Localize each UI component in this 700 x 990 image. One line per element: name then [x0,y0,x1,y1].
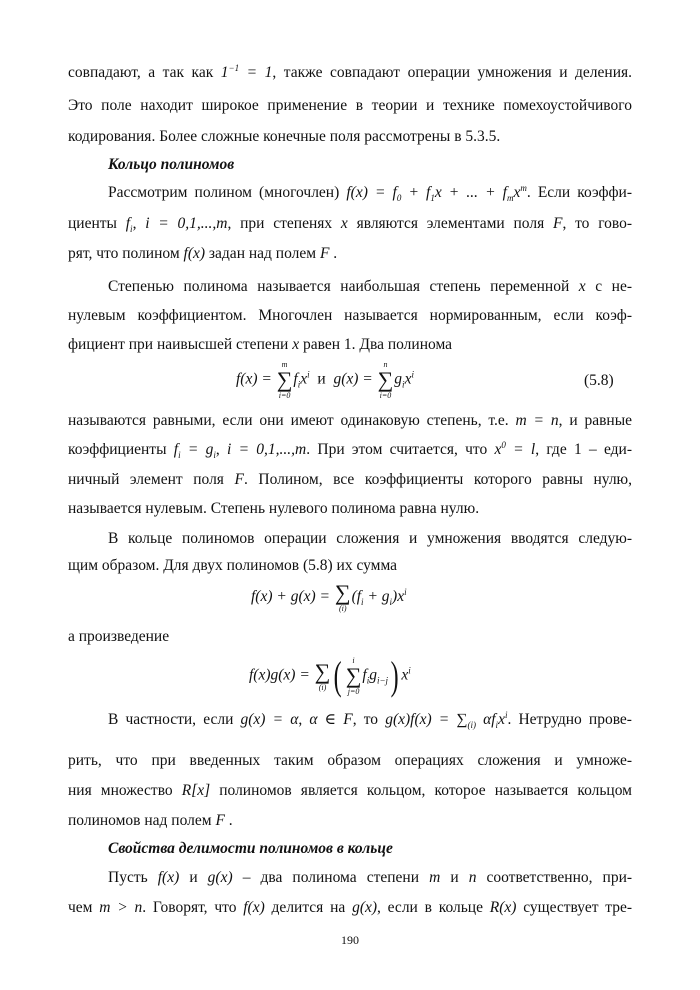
text-line: полиномов над полем F . [68,812,233,829]
summation: ∑ (i) [314,658,331,692]
math-inline: F [215,812,225,829]
summation: i ∑ j=0 [345,656,362,696]
math-inline: x [578,278,586,295]
text-fragment: рят, что полином [68,245,180,262]
text-fragment: существует тре- [523,899,633,916]
text-fragment: Рассмотрим полином (многочлен) [108,184,340,201]
text-line: Это поле находит широкое применение в теории и технике помехоустойчивого [68,97,632,114]
text-fragment: коэффициенты [68,441,167,458]
text-fragment: чем [68,899,93,916]
text-line [68,63,632,83]
text-line [108,183,632,203]
text-fragment: полиномов над полем [68,812,212,829]
math-inline: x [340,215,348,232]
text-line [108,277,632,297]
text-line: рить, что при введенных таким образом операциях сложения и умноже- [68,752,632,769]
text-fragment: полиномов является кольцом, которое называется кольцом [219,782,632,799]
math-inline: $g(x)f(x) = \sum_{(i)}$ $\alpha f_ix^i$ [385,709,508,731]
math-inline: R[x] [181,782,211,799]
text-fragment: , [215,441,220,458]
equation-number: (5.8) [584,372,614,389]
text-line [68,440,632,460]
text-line [68,898,632,918]
math-inline: F [319,245,330,262]
text-fragment: . При этом считается, что [306,441,488,458]
math-inline: f(x) [243,899,265,916]
math-inline: α ∈ F [309,711,353,728]
text-fragment: Степенью полинома называется наибольшая степень переменной [108,278,570,295]
text-fragment: , то [352,711,379,728]
math-inline: $f_i = g_i$ [173,441,216,461]
text-fragment: задан над полем [208,245,317,262]
text-line [68,470,632,490]
text-fragment: , то гово- [562,215,633,232]
math-inline: m > n [99,899,143,916]
math-inline: F [234,471,244,488]
text-line [68,214,632,234]
text-line [108,710,632,730]
math-inline: g(x) [352,899,378,916]
text-fragment: равен 1. Два полинома [302,336,453,353]
text-fragment: . Если коэффи- [526,184,633,201]
equation-product: f(x)g(x) = ∑ (i) ( i ∑ j=0 $f_ig_{i-j}$) $x^i$ [249,653,411,698]
text-line [68,411,632,431]
text-fragment: Пусть [108,869,148,886]
text-line: а произведение [68,628,170,645]
text-fragment: являются элементами поля [356,215,545,232]
equation-5-8: f(x) = m ∑ i=0 $f_ix^i$ и g(x) = n ∑ i=0 $g_ix^i$ [236,360,414,400]
text-fragment: ничный элемент поля [68,471,224,488]
math-inline: F [552,215,563,232]
text-line: кодирования. Более сложные конечные поля рассмотрены в 5.3.5. [68,128,501,145]
equation-sum: f(x) + g(x) = ∑ (i) $(f_i + g_i)x^i$ [251,580,407,613]
text-line [108,868,632,888]
text-fragment: циенты [68,215,117,232]
text-fragment: , [132,215,137,232]
text-fragment: совпадают, а так как [68,64,214,81]
section-heading: Кольцо полиномов [108,156,235,173]
text-fragment: делится на [271,899,346,916]
math-inline: $f(x) = f_0 + f_1x$ + ... + $f_mx^m$ [346,182,527,204]
text-fragment: , где 1 – еди- [535,441,632,458]
math-inline: $x^0 = l$ [494,439,536,458]
text-line: щим образом. Для двух полиномов (5.8) их сумма [68,557,398,574]
math-inline: f(x) [183,245,206,262]
text-fragment: . Нетрудно прове- [507,711,632,728]
text-fragment: . Полином, все коэффициенты которого равны нулю, [243,471,633,488]
text-fragment: . Говорят, что [142,899,237,916]
text-line: рят, что полином f(x) задан над полем F . [68,245,338,262]
section-heading: Свойства делимости полиномов в кольце [108,840,393,857]
text-fragment: ния множество [68,782,173,799]
text-fragment: фициент при наивысшей степени [68,336,289,353]
text-fragment: и [189,869,198,886]
text-fragment: соответственно, при- [486,869,633,886]
math-inline: m [429,869,441,886]
text-line: В кольце полиномов операции сложения и умножения вводятся следую- [108,530,632,547]
text-fragment: – два полинома степени [242,869,419,886]
summation: n ∑ i=0 [377,360,394,400]
math-inline: R(x) [489,899,517,916]
summation: ∑ (i) [334,580,351,613]
text-line [68,781,632,801]
text-fragment: с не- [595,278,632,295]
text-line: называется нулевым. Степень нулевого полинома равна нулю. [68,500,480,517]
math-inline: n [468,869,477,886]
math-inline: m = n [515,412,559,429]
text-fragment: , при степенях [227,215,333,232]
text-fragment: называются равными, если они имеют одинаковую степень, т.е. [68,412,509,429]
text-fragment: и [450,869,459,886]
math-inline: i = 0,1,...,m [227,441,307,458]
math-inline: x [292,336,300,353]
text-fragment: , также совпадают операции умножения и деления. [272,64,632,81]
page-number: 190 [341,933,359,947]
text-line: нулевым коэффициентом. Многочлен называется нормированным, если коэф- [68,307,632,324]
text-fragment: В частности, если [108,711,234,728]
text-fragment: , и равные [558,412,632,429]
math-inline: $1^{-1} = 1$ [220,62,273,81]
math-inline: i = 0,1,...,m [145,215,228,232]
math-inline: $f_i$ [125,215,133,235]
math-inline: g(x) = α [240,711,299,728]
text-fragment: , [298,711,303,728]
math-inline: f(x) [157,869,180,886]
math-inline: g(x) [207,869,233,886]
summation: m ∑ i=0 [276,360,293,400]
text-line [68,335,632,355]
text-fragment: , если в кольце [377,899,483,916]
